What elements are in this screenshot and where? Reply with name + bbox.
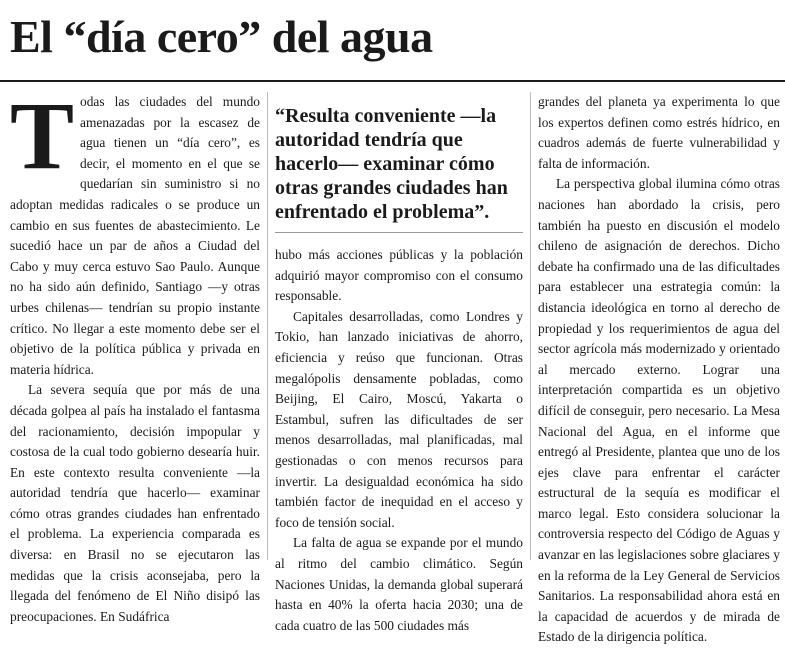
column-divider-1 bbox=[267, 92, 268, 560]
paragraph-6: grandes del planeta ya experimenta lo que los expertos definen como estrés hídrico, en cuadros además de fuerte vulnerabilidad y falta de información. bbox=[538, 94, 780, 171]
column-3 bbox=[538, 92, 780, 648]
paragraph-2: La severa sequía que por más de una década golpea al país ha instalado el fantasma del racionamiento, decisión impopular y costosa de la cual todo gobierno desearía huir. En este contexto resulta conveniente —la autoridad tendría que hacerlo— examinar cómo otras grandes ciudades han enfrentado el problema. La experiencia comparada es diversa: en Brasil no se ejecutaron las medidas que la crisis aconsejaba, pero la llegada del fenómeno de El Niño disipó las preocupaciones. En Sudáfrica bbox=[10, 382, 260, 624]
paragraph-7: La perspectiva global ilumina cómo otras naciones han abordado la crisis, pero también ha puesto en discusión el modelo chileno de asignación de derechos. Dicho debate ha confirmado una de las dificultades para establecer una estrategia común: la distancia ideológica en torno al derecho de propiedad y los requerimientos de agua del sector agrícola más modernizado y orientado al mercado externo. Lograr una interpretación compartida es un objetivo difícil de conseguir, pero necesario. La Mesa Nacional del Agua, en el informe que entregó al Presidente, plantea que uno de los ejes clave para enfrentar el carácter estructural de la sequía es modificar el marco legal. Esto considera solucionar la controversia respecto del Código de Aguas y avanzar en las legislaciones sobre glaciares y en la reforma de la Ley General de Servicios Sanitarios. La responsabilidad ahora está en la capacidad de acuerdos y de mirada de Estado de la dirigencia política. bbox=[538, 176, 780, 645]
paragraph-1 bbox=[10, 82, 260, 380]
column-divider-2 bbox=[530, 92, 531, 560]
paragraph-1-text: odas las ciudades del mundo amenazadas por la escasez de agua tienen un “día cero”, es decir, el momento en el que se quedarían sin suministro si no adoptan medidas radicales o se produce un cambio en sus fuentes de abastecimiento. Le sucedió hace un par de años a Ciudad del Cabo y muy cerca estuvo Sao Paulo. Aunque no ha sido aún definido, Santiago —y otras urbes chilenas— tendrían su propio instante crítico. No llegar a este momento debe ser el objetivo de la política pública y privada en materia hídrica. bbox=[10, 94, 260, 377]
column-2 bbox=[275, 92, 523, 636]
column-1 bbox=[10, 82, 260, 627]
paragraph-3: hubo más acciones públicas y la población adquirió mayor compromiso con el consumo responsable. bbox=[275, 247, 523, 304]
headline-rule bbox=[0, 80, 785, 82]
headline: El “día cero” del agua bbox=[10, 11, 433, 62]
paragraph-5: La falta de agua se expande por el mundo al ritmo del cambio climático. Según Naciones Unidas, la demanda global superará hasta en 40% la oferta hacia 2030; una de cada cuatro de las 500 ciudades más bbox=[275, 535, 523, 633]
paragraph-4: Capitales desarrolladas, como Londres y Tokio, han lanzado iniciativas de ahorro, eficiencia y reúso que funcionan. Otras megalópolis densamente pobladas, como Beijing, El Cairo, Moscú, Yakarta o Estambul, sufren las dificultades de ser menos desarrolladas, mal planificadas, mal gestionadas o con menos recursos para invertir. La desigualdad económica ha sido también factor de inequidad en el acceso y foco de tensión social. bbox=[275, 308, 523, 530]
drop-cap: T bbox=[10, 82, 75, 189]
pull-quote: “Resulta conveniente —la autoridad tendría que hacerlo— examinar cómo otras grandes ciudades han enfrentado el problema”. bbox=[275, 92, 523, 233]
